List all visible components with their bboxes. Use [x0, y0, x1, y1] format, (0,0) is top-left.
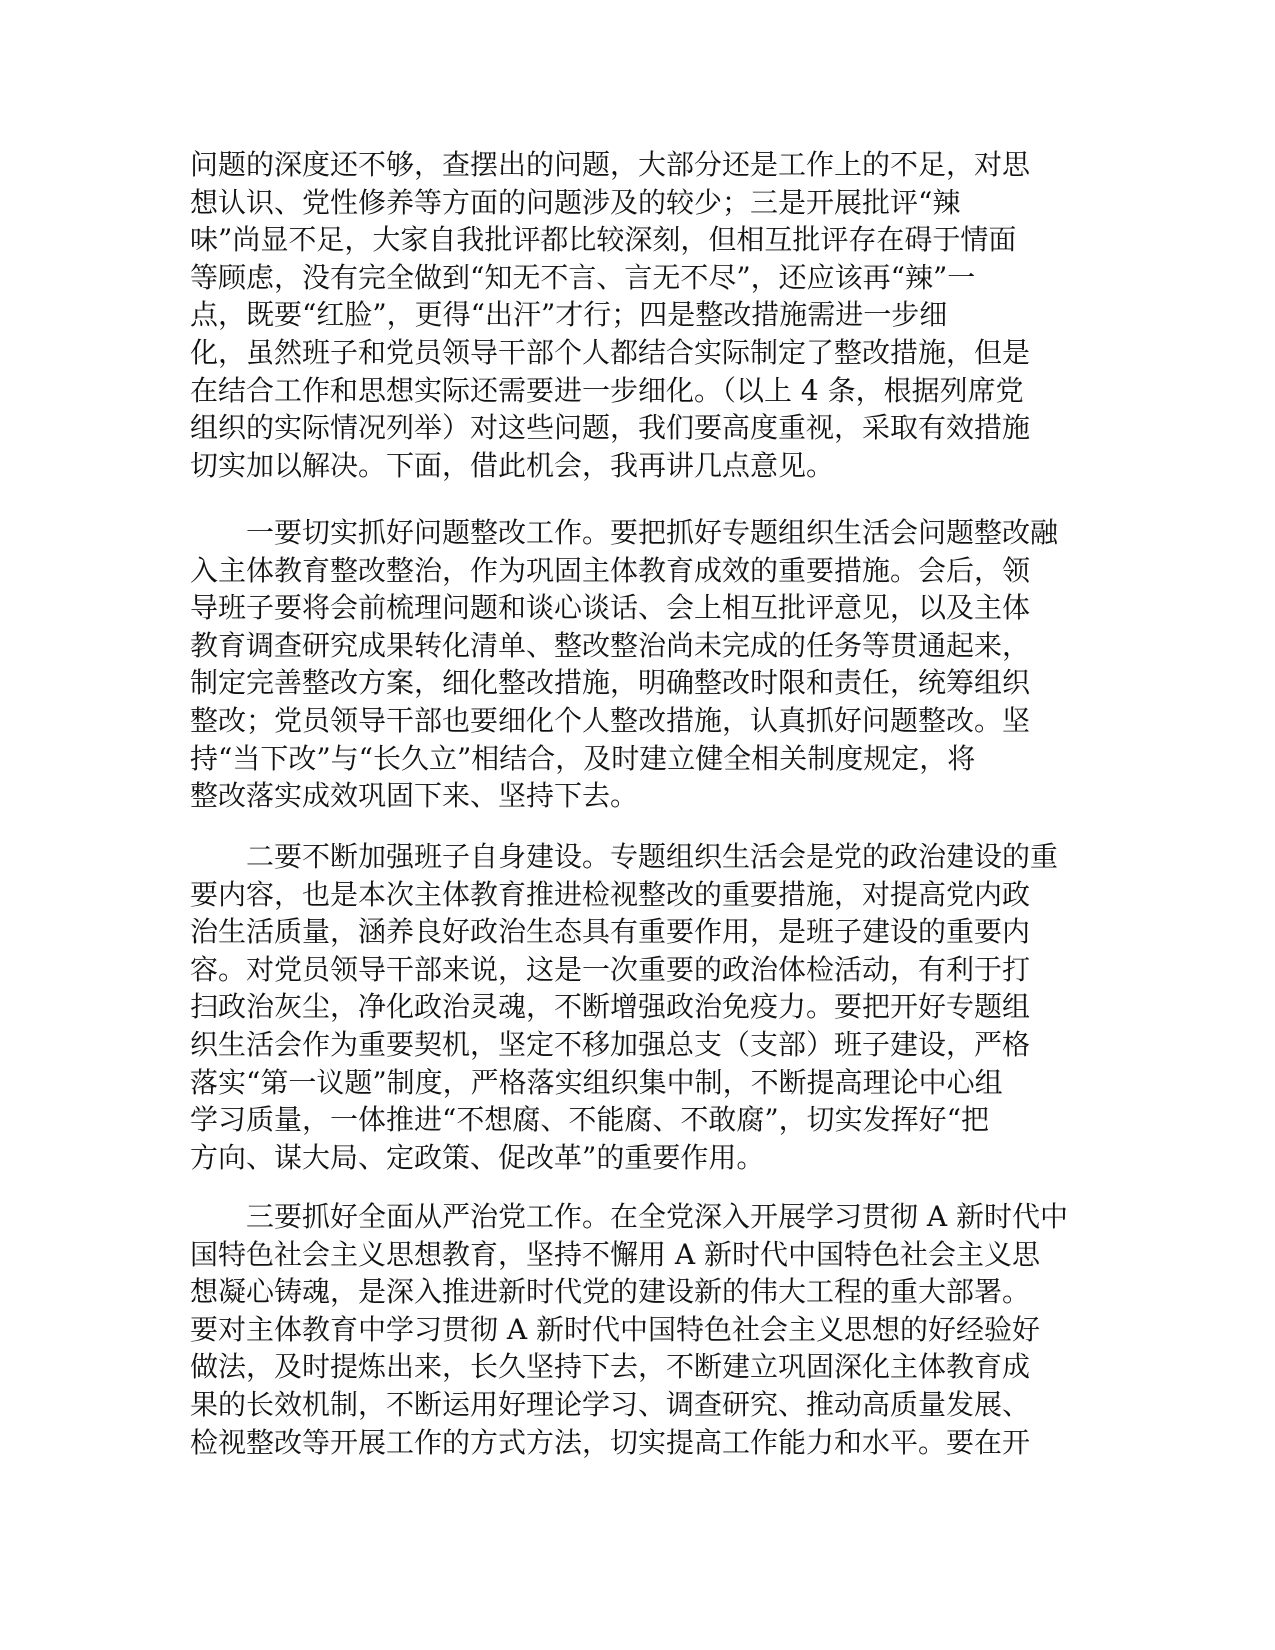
paragraph-team-building: 二要不断加强班子自身建设。专题组织生活会是党的政治建设的重 要内容，也是本次主体教育推进检视整改的重要措施，对提高党内政 治生活质量，涵养良好政治生态具有重要作用，是班子建设的重要内 容。对党员领导干部来说，这是一次重要的政治体检活动，有利于打 扫政治灰尘，净化政治灵魂，不断增强政治免疫力。要把开好专题组 织生活会作为重要契机，坚定不移加强总支（支部）班子建设，严格 落实“第一议题”制度，严格落实组织集中制，不断提高理论中心组 学习质量，一体推进“不想腐、不能腐、不敢腐”，切实发挥好“把 方向、谋大局、定政策、促改革”的重要作用。	[190, 840, 1059, 1174]
paragraph-continuation: 问题的深度还不够，查摆出的问题，大部分还是工作上的不足，对思 想认识、党性修养等方面的问题涉及的较少；三是开展批评“辣 味”尚显不足，大家自我批评都比较深刻，但相互批评存在碍于情面 等顾虑，没有完全做到“知无不言、言无不尽”，还应该再“辣”一 点，既要“红脸”，更得“出汗”才行；四是整改措施需进一步细 化，虽然班子和党员领导干部个人都结合实际制定了整改措施，但是 在结合工作和思想实际还需要进一步细化。（以上 4 条，根据列席党 组织的实际情况列举）对这些问题，我们要高度重视，采取有效措施 切实加以解决。下面，借此机会，我再讲几点意见。	[190, 148, 1031, 482]
paragraph-rectification-work: 一要切实抓好问题整改工作。要把抓好专题组织生活会问题整改融 入主体教育整改整治，作为巩固主体教育成效的重要措施。会后，领 导班子要将会前梳理问题和谈心谈话、会上相互批评意见，以及主体 教育调查研究成果转化清单、整改整治尚未完成的任务等贯通起来， 制定完善整改方案，细化整改措施，明确整改时限和责任，统筹组织 整改；党员领导干部也要细化个人整改措施，认真抓好问题整改。坚 持“当下改”与“长久立”相结合，及时建立健全相关制度规定，将 整改落实成效巩固下来、坚持下去。	[190, 516, 1059, 813]
paragraph-party-governance: 三要抓好全面从严治党工作。在全党深入开展学习贯彻 A 新时代中 国特色社会主义思想教育，坚持不懈用 A 新时代中国特色社会主义思 想凝心铸魂，是深入推进新时代党的建设新的伟大工程的重大部署。 要对主体教育中学习贯彻 A 新时代中国特色社会主义思想的好经验好 做法，及时提炼出来，长久坚持下去，不断建立巩固深化主体教育成 果的长效机制，不断运用好理论学习、调查研究、推动高质量发展、 检视整改等开展工作的方式方法，切实提高工作能力和水平。要在开	[190, 1200, 1069, 1459]
